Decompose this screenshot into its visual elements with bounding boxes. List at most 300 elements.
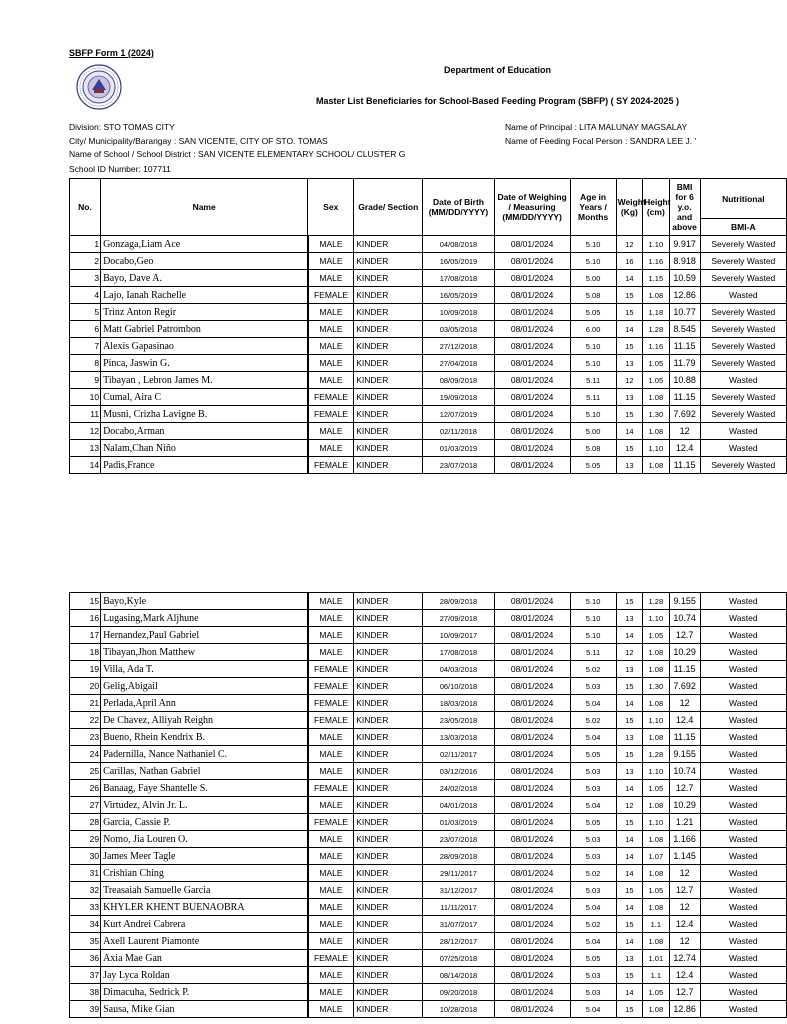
age-cell: 5.03 <box>570 678 616 695</box>
height-cell: 1.15 <box>643 270 669 287</box>
weight-cell: 15 <box>616 304 642 321</box>
age-cell: 5.00 <box>570 270 616 287</box>
weighing-date-cell: 08/01/2024 <box>494 389 570 406</box>
beneficiary-name: Cumal, Aira C <box>101 389 308 406</box>
height-cell: 1.16 <box>643 338 669 355</box>
bmi-cell: 12.7 <box>669 627 700 644</box>
birth-date-cell: 23/07/2018 <box>423 831 494 848</box>
row-number: 29 <box>70 831 101 848</box>
col-header-weight: Weight (Kg) <box>616 179 642 236</box>
beneficiary-name: Pinca, Jaswin G. <box>101 355 308 372</box>
grade-section-cell: KINDER <box>354 967 423 984</box>
sex-cell: MALE <box>308 797 354 814</box>
weighing-date-cell: 08/01/2024 <box>494 236 570 253</box>
table-row <box>70 712 787 729</box>
table-row <box>70 967 787 984</box>
beneficiary-name: Gonzaga,Liam Ace <box>101 236 308 253</box>
age-cell: 5.02 <box>570 916 616 933</box>
grade-section-cell: KINDER <box>354 355 423 372</box>
bmi-cell: 1.145 <box>669 848 700 865</box>
grade-section-cell: KINDER <box>354 304 423 321</box>
age-cell: 5.05 <box>570 950 616 967</box>
table-row <box>70 287 787 304</box>
sex-cell: FEMALE <box>308 389 354 406</box>
birth-date-cell: 13/03/2018 <box>423 729 494 746</box>
height-cell: 1.16 <box>643 253 669 270</box>
height-cell: 1.08 <box>643 1001 669 1018</box>
sex-cell: FEMALE <box>308 780 354 797</box>
row-number: 2 <box>70 253 101 270</box>
grade-section-cell: KINDER <box>354 389 423 406</box>
grade-section-cell: KINDER <box>354 712 423 729</box>
row-number: 28 <box>70 814 101 831</box>
weight-cell: 12 <box>616 644 642 661</box>
height-cell: 1.07 <box>643 848 669 865</box>
row-number: 12 <box>70 423 101 440</box>
bmi-cell: 12.74 <box>669 950 700 967</box>
height-cell: 1.10 <box>643 712 669 729</box>
sex-cell: MALE <box>308 848 354 865</box>
weighing-date-cell: 08/01/2024 <box>494 848 570 865</box>
height-cell: 1.05 <box>643 882 669 899</box>
weight-cell: 16 <box>616 253 642 270</box>
nutritional-status-cell: Wasted <box>700 644 786 661</box>
birth-date-cell: 31/07/2017 <box>423 916 494 933</box>
beneficiary-name: Matt Gabriel Patrombon <box>101 321 308 338</box>
birth-date-cell: 08/09/2018 <box>423 372 494 389</box>
nutritional-status-cell: Wasted <box>700 780 786 797</box>
weight-cell: 14 <box>616 270 642 287</box>
beneficiary-name: Gelig,Abigail <box>101 678 308 695</box>
table-row <box>70 797 787 814</box>
table-row <box>70 321 787 338</box>
grade-section-cell: KINDER <box>354 287 423 304</box>
age-cell: 5.10 <box>570 406 616 423</box>
birth-date-cell: 08/14/2018 <box>423 967 494 984</box>
birth-date-cell: 23/05/2018 <box>423 712 494 729</box>
row-number: 11 <box>70 406 101 423</box>
nutritional-status-cell: Wasted <box>700 287 786 304</box>
row-number: 31 <box>70 865 101 882</box>
nutritional-status-cell: Wasted <box>700 831 786 848</box>
weight-cell: 13 <box>616 457 642 474</box>
weight-cell: 14 <box>616 695 642 712</box>
sex-cell: MALE <box>308 321 354 338</box>
weighing-date-cell: 08/01/2024 <box>494 338 570 355</box>
birth-date-cell: 23/07/2018 <box>423 457 494 474</box>
nutritional-status-cell: Wasted <box>700 423 786 440</box>
nutritional-status-cell: Wasted <box>700 984 786 1001</box>
table-row <box>70 848 787 865</box>
nutritional-status-cell: Wasted <box>700 933 786 950</box>
nutritional-status-cell: Severely Wasted <box>700 406 786 423</box>
row-number: 5 <box>70 304 101 321</box>
row-number: 9 <box>70 372 101 389</box>
sex-cell: MALE <box>308 916 354 933</box>
table-row <box>70 865 787 882</box>
row-number: 27 <box>70 797 101 814</box>
height-cell: 1.08 <box>643 865 669 882</box>
weight-cell: 13 <box>616 355 642 372</box>
bmi-cell: 10.29 <box>669 797 700 814</box>
weight-cell: 15 <box>616 967 642 984</box>
grade-section-cell: KINDER <box>354 440 423 457</box>
birth-date-cell: 10/09/2018 <box>423 304 494 321</box>
weighing-date-cell: 08/01/2024 <box>494 967 570 984</box>
height-cell: 1.30 <box>643 406 669 423</box>
row-number: 39 <box>70 1001 101 1018</box>
col-header-grade: Grade/ Section <box>354 179 423 236</box>
beneficiary-name: Sausa, Mike Gian <box>101 1001 308 1018</box>
sex-cell: MALE <box>308 831 354 848</box>
bmi-cell: 12.86 <box>669 1001 700 1018</box>
bmi-cell: 12 <box>669 865 700 882</box>
beneficiary-name: Carillas, Nathan Gabriel <box>101 763 308 780</box>
height-cell: 1.08 <box>643 933 669 950</box>
grade-section-cell: KINDER <box>354 593 423 610</box>
weight-cell: 14 <box>616 423 642 440</box>
nutritional-status-cell: Wasted <box>700 848 786 865</box>
bmi-cell: 1.166 <box>669 831 700 848</box>
sex-cell: MALE <box>308 304 354 321</box>
weighing-date-cell: 08/01/2024 <box>494 814 570 831</box>
table-row <box>70 627 787 644</box>
weighing-date-cell: 08/01/2024 <box>494 865 570 882</box>
age-cell: 5.10 <box>570 593 616 610</box>
nutritional-status-cell: Wasted <box>700 372 786 389</box>
sex-cell: MALE <box>308 338 354 355</box>
age-cell: 5.05 <box>570 746 616 763</box>
beneficiary-name: Tibayan,Jhon Matthew <box>101 644 308 661</box>
table-row <box>70 593 787 610</box>
table-row <box>70 916 787 933</box>
weight-cell: 15 <box>616 916 642 933</box>
principal-label: Name of Principal : LITA MALUNAY MAGSALAY <box>505 122 688 132</box>
weighing-date-cell: 08/01/2024 <box>494 1001 570 1018</box>
row-number: 10 <box>70 389 101 406</box>
birth-date-cell: 06/10/2018 <box>423 678 494 695</box>
nutritional-status-cell: Wasted <box>700 610 786 627</box>
birth-date-cell: 18/03/2018 <box>423 695 494 712</box>
weight-cell: 15 <box>616 678 642 695</box>
department-heading: Department of Education <box>444 65 552 75</box>
weighing-date-cell: 08/01/2024 <box>494 287 570 304</box>
grade-section-cell: KINDER <box>354 423 423 440</box>
table-row <box>70 661 787 678</box>
age-cell: 5.03 <box>570 967 616 984</box>
table-row <box>70 882 787 899</box>
birth-date-cell: 04/03/2018 <box>423 661 494 678</box>
grade-section-cell: KINDER <box>354 678 423 695</box>
weight-cell: 15 <box>616 338 642 355</box>
weighing-date-cell: 08/01/2024 <box>494 695 570 712</box>
beneficiary-name: Lugasing,Mark Aljhune <box>101 610 308 627</box>
row-number: 25 <box>70 763 101 780</box>
beneficiary-name: Perlada,April Ann <box>101 695 308 712</box>
row-number: 13 <box>70 440 101 457</box>
beneficiary-name: Axia Mae Gan <box>101 950 308 967</box>
birth-date-cell: 01/03/2019 <box>423 814 494 831</box>
age-cell: 5.03 <box>570 984 616 1001</box>
weighing-date-cell: 08/01/2024 <box>494 984 570 1001</box>
bmi-cell: 8.545 <box>669 321 700 338</box>
col-header-age: Age in Years / Months <box>570 179 616 236</box>
row-number: 7 <box>70 338 101 355</box>
bmi-cell: 11.79 <box>669 355 700 372</box>
nutritional-status-cell: Wasted <box>700 950 786 967</box>
height-cell: 1.10 <box>643 814 669 831</box>
sex-cell: MALE <box>308 355 354 372</box>
row-number: 30 <box>70 848 101 865</box>
weighing-date-cell: 08/01/2024 <box>494 933 570 950</box>
bmi-cell: 10.74 <box>669 763 700 780</box>
sex-cell: MALE <box>308 610 354 627</box>
table-row <box>70 899 787 916</box>
age-cell: 5.08 <box>570 440 616 457</box>
beneficiary-name: Alexis Gapasinao <box>101 338 308 355</box>
nutritional-status-cell: Severely Wasted <box>700 355 786 372</box>
beneficiary-name: Villa, Ada T. <box>101 661 308 678</box>
weight-cell: 13 <box>616 763 642 780</box>
nutritional-status-cell: Severely Wasted <box>700 338 786 355</box>
col-header-weighing-date: Date of Weighing / Measuring (MM/DD/YYYY) <box>494 179 570 236</box>
sex-cell: MALE <box>308 933 354 950</box>
table-body-page1 <box>70 236 787 474</box>
sex-cell: MALE <box>308 440 354 457</box>
height-cell: 1.08 <box>643 644 669 661</box>
age-cell: 5.11 <box>570 372 616 389</box>
age-cell: 5.05 <box>570 457 616 474</box>
master-list-title: Master List Beneficiaries for School-Based Feeding Program (SBFP) ( SY 2024-2025 ) <box>316 96 679 106</box>
height-cell: 1.1 <box>643 967 669 984</box>
age-cell: 5.02 <box>570 865 616 882</box>
table-row <box>70 406 787 423</box>
weighing-date-cell: 08/01/2024 <box>494 882 570 899</box>
height-cell: 1.10 <box>643 440 669 457</box>
beneficiary-name: Jay Lyca Roldan <box>101 967 308 984</box>
row-number: 1 <box>70 236 101 253</box>
birth-date-cell: 27/12/2018 <box>423 338 494 355</box>
bmi-cell: 10.74 <box>669 610 700 627</box>
birth-date-cell: 28/09/2018 <box>423 848 494 865</box>
sex-cell: MALE <box>308 899 354 916</box>
age-cell: 5.03 <box>570 780 616 797</box>
table-row <box>70 644 787 661</box>
grade-section-cell: KINDER <box>354 644 423 661</box>
birth-date-cell: 09/20/2018 <box>423 984 494 1001</box>
row-number: 26 <box>70 780 101 797</box>
nutritional-status-cell: Wasted <box>700 440 786 457</box>
weight-cell: 15 <box>616 440 642 457</box>
sex-cell: MALE <box>308 1001 354 1018</box>
sex-cell: MALE <box>308 882 354 899</box>
weight-cell: 15 <box>616 814 642 831</box>
bmi-cell: 7.692 <box>669 678 700 695</box>
height-cell: 1.08 <box>643 695 669 712</box>
beneficiary-name: Crishian Ching <box>101 865 308 882</box>
row-number: 33 <box>70 899 101 916</box>
bmi-cell: 12.4 <box>669 967 700 984</box>
height-cell: 1.30 <box>643 678 669 695</box>
table-row <box>70 763 787 780</box>
bmi-cell: 12.7 <box>669 780 700 797</box>
col-header-sex: Sex <box>308 179 354 236</box>
birth-date-cell: 27/04/2018 <box>423 355 494 372</box>
nutritional-status-cell: Wasted <box>700 661 786 678</box>
row-number: 24 <box>70 746 101 763</box>
weight-cell: 15 <box>616 746 642 763</box>
birth-date-cell: 28/12/2017 <box>423 933 494 950</box>
height-cell: 1.01 <box>643 950 669 967</box>
weight-cell: 13 <box>616 661 642 678</box>
weighing-date-cell: 08/01/2024 <box>494 661 570 678</box>
beneficiaries-table-page2 <box>69 592 787 1018</box>
row-number: 37 <box>70 967 101 984</box>
grade-section-cell: KINDER <box>354 882 423 899</box>
weight-cell: 12 <box>616 372 642 389</box>
nutritional-status-cell: Severely Wasted <box>700 253 786 270</box>
row-number: 35 <box>70 933 101 950</box>
bmi-cell: 9.155 <box>669 593 700 610</box>
age-cell: 5.11 <box>570 644 616 661</box>
birth-date-cell: 02/11/2018 <box>423 423 494 440</box>
beneficiary-name: Bayo, Dave A. <box>101 270 308 287</box>
table-row <box>70 304 787 321</box>
table-row <box>70 695 787 712</box>
row-number: 38 <box>70 984 101 1001</box>
bmi-cell: 12 <box>669 423 700 440</box>
municipality-label: City/ Municipality/Barangay : SAN VICENTE, CITY OF STO. TOMAS <box>69 136 328 146</box>
grade-section-cell: KINDER <box>354 950 423 967</box>
nutritional-status-cell: Wasted <box>700 627 786 644</box>
nutritional-status-cell: Severely Wasted <box>700 304 786 321</box>
weighing-date-cell: 08/01/2024 <box>494 746 570 763</box>
beneficiary-name: Treasaiah Samuelle Garcia <box>101 882 308 899</box>
beneficiary-name: Docabo,Arman <box>101 423 308 440</box>
bmi-cell: 11.15 <box>669 661 700 678</box>
beneficiary-name: Padis,France <box>101 457 308 474</box>
beneficiary-name: Padernilla, Nance Nathaniel C. <box>101 746 308 763</box>
sex-cell: MALE <box>308 984 354 1001</box>
beneficiary-name: Virtudez, Alvin Jr. L. <box>101 797 308 814</box>
beneficiary-name: KHYLER KHENT BUENAOBRA <box>101 899 308 916</box>
grade-section-cell: KINDER <box>354 831 423 848</box>
focal-person-label: Name of Feeding Focal Person : SANDRA LEE J. ' <box>505 136 697 146</box>
grade-section-cell: KINDER <box>354 695 423 712</box>
birth-date-cell: 11/11/2017 <box>423 899 494 916</box>
table-row <box>70 814 787 831</box>
col-header-name: Name <box>101 179 308 236</box>
weight-cell: 15 <box>616 593 642 610</box>
sex-cell: MALE <box>308 763 354 780</box>
bmi-cell: 9.917 <box>669 236 700 253</box>
table-row <box>70 1001 787 1018</box>
bmi-cell: 11.15 <box>669 457 700 474</box>
weight-cell: 14 <box>616 984 642 1001</box>
col-header-bmi: BMI for 6 y.o. and above <box>669 179 700 236</box>
nutritional-status-cell: Wasted <box>700 865 786 882</box>
nutritional-status-cell: Wasted <box>700 1001 786 1018</box>
age-cell: 5.08 <box>570 287 616 304</box>
weighing-date-cell: 08/01/2024 <box>494 321 570 338</box>
table-row <box>70 831 787 848</box>
weighing-date-cell: 08/01/2024 <box>494 253 570 270</box>
sex-cell: MALE <box>308 865 354 882</box>
nutritional-status-cell: Wasted <box>700 967 786 984</box>
birth-date-cell: 03/12/2016 <box>423 763 494 780</box>
age-cell: 5.10 <box>570 627 616 644</box>
grade-section-cell: KINDER <box>354 1001 423 1018</box>
row-number: 34 <box>70 916 101 933</box>
birth-date-cell: 16/05/2019 <box>423 253 494 270</box>
weight-cell: 14 <box>616 865 642 882</box>
bmi-cell: 12.4 <box>669 712 700 729</box>
birth-date-cell: 19/09/2018 <box>423 389 494 406</box>
row-number: 14 <box>70 457 101 474</box>
weight-cell: 12 <box>616 236 642 253</box>
bmi-cell: 7.692 <box>669 406 700 423</box>
age-cell: 5.04 <box>570 695 616 712</box>
bmi-cell: 12.7 <box>669 984 700 1001</box>
weighing-date-cell: 08/01/2024 <box>494 644 570 661</box>
beneficiaries-table-page1 <box>69 178 787 474</box>
beneficiary-name: De Chavez, Alliyah Reighn <box>101 712 308 729</box>
table-row <box>70 950 787 967</box>
age-cell: 5.05 <box>570 304 616 321</box>
beneficiary-name: Dimacuha, Sedrick P. <box>101 984 308 1001</box>
grade-section-cell: KINDER <box>354 338 423 355</box>
sex-cell: MALE <box>308 372 354 389</box>
bmi-cell: 11.15 <box>669 338 700 355</box>
row-number: 17 <box>70 627 101 644</box>
weighing-date-cell: 08/01/2024 <box>494 729 570 746</box>
age-cell: 6.00 <box>570 321 616 338</box>
weight-cell: 13 <box>616 950 642 967</box>
weighing-date-cell: 08/01/2024 <box>494 780 570 797</box>
beneficiary-name: Bueno, Rhein Kendrix B. <box>101 729 308 746</box>
beneficiary-name: Banaag, Faye Shantelle S. <box>101 780 308 797</box>
height-cell: 1.05 <box>643 984 669 1001</box>
bmi-cell: 9.155 <box>669 746 700 763</box>
weight-cell: 13 <box>616 729 642 746</box>
row-number: 15 <box>70 593 101 610</box>
weight-cell: 15 <box>616 406 642 423</box>
height-cell: 1.28 <box>643 746 669 763</box>
height-cell: 1.08 <box>643 457 669 474</box>
sex-cell: MALE <box>308 746 354 763</box>
beneficiary-name: Nomo, Jia Louren O. <box>101 831 308 848</box>
bmi-cell: 8.918 <box>669 253 700 270</box>
row-number: 16 <box>70 610 101 627</box>
age-cell: 5.04 <box>570 729 616 746</box>
height-cell: 1.05 <box>643 355 669 372</box>
beneficiary-name: Hernandez,Paul Gabriel <box>101 627 308 644</box>
sex-cell: FEMALE <box>308 661 354 678</box>
height-cell: 1.10 <box>643 610 669 627</box>
grade-section-cell: KINDER <box>354 763 423 780</box>
weighing-date-cell: 08/01/2024 <box>494 610 570 627</box>
birth-date-cell: 17/08/2018 <box>423 270 494 287</box>
birth-date-cell: 29/11/2017 <box>423 865 494 882</box>
nutritional-status-cell: Wasted <box>700 695 786 712</box>
beneficiary-name: Lajo, Ianah Rachelle <box>101 287 308 304</box>
table-row <box>70 440 787 457</box>
height-cell: 1.08 <box>643 899 669 916</box>
table-row <box>70 372 787 389</box>
nutritional-status-cell: Wasted <box>700 797 786 814</box>
row-number: 4 <box>70 287 101 304</box>
grade-section-cell: KINDER <box>354 814 423 831</box>
